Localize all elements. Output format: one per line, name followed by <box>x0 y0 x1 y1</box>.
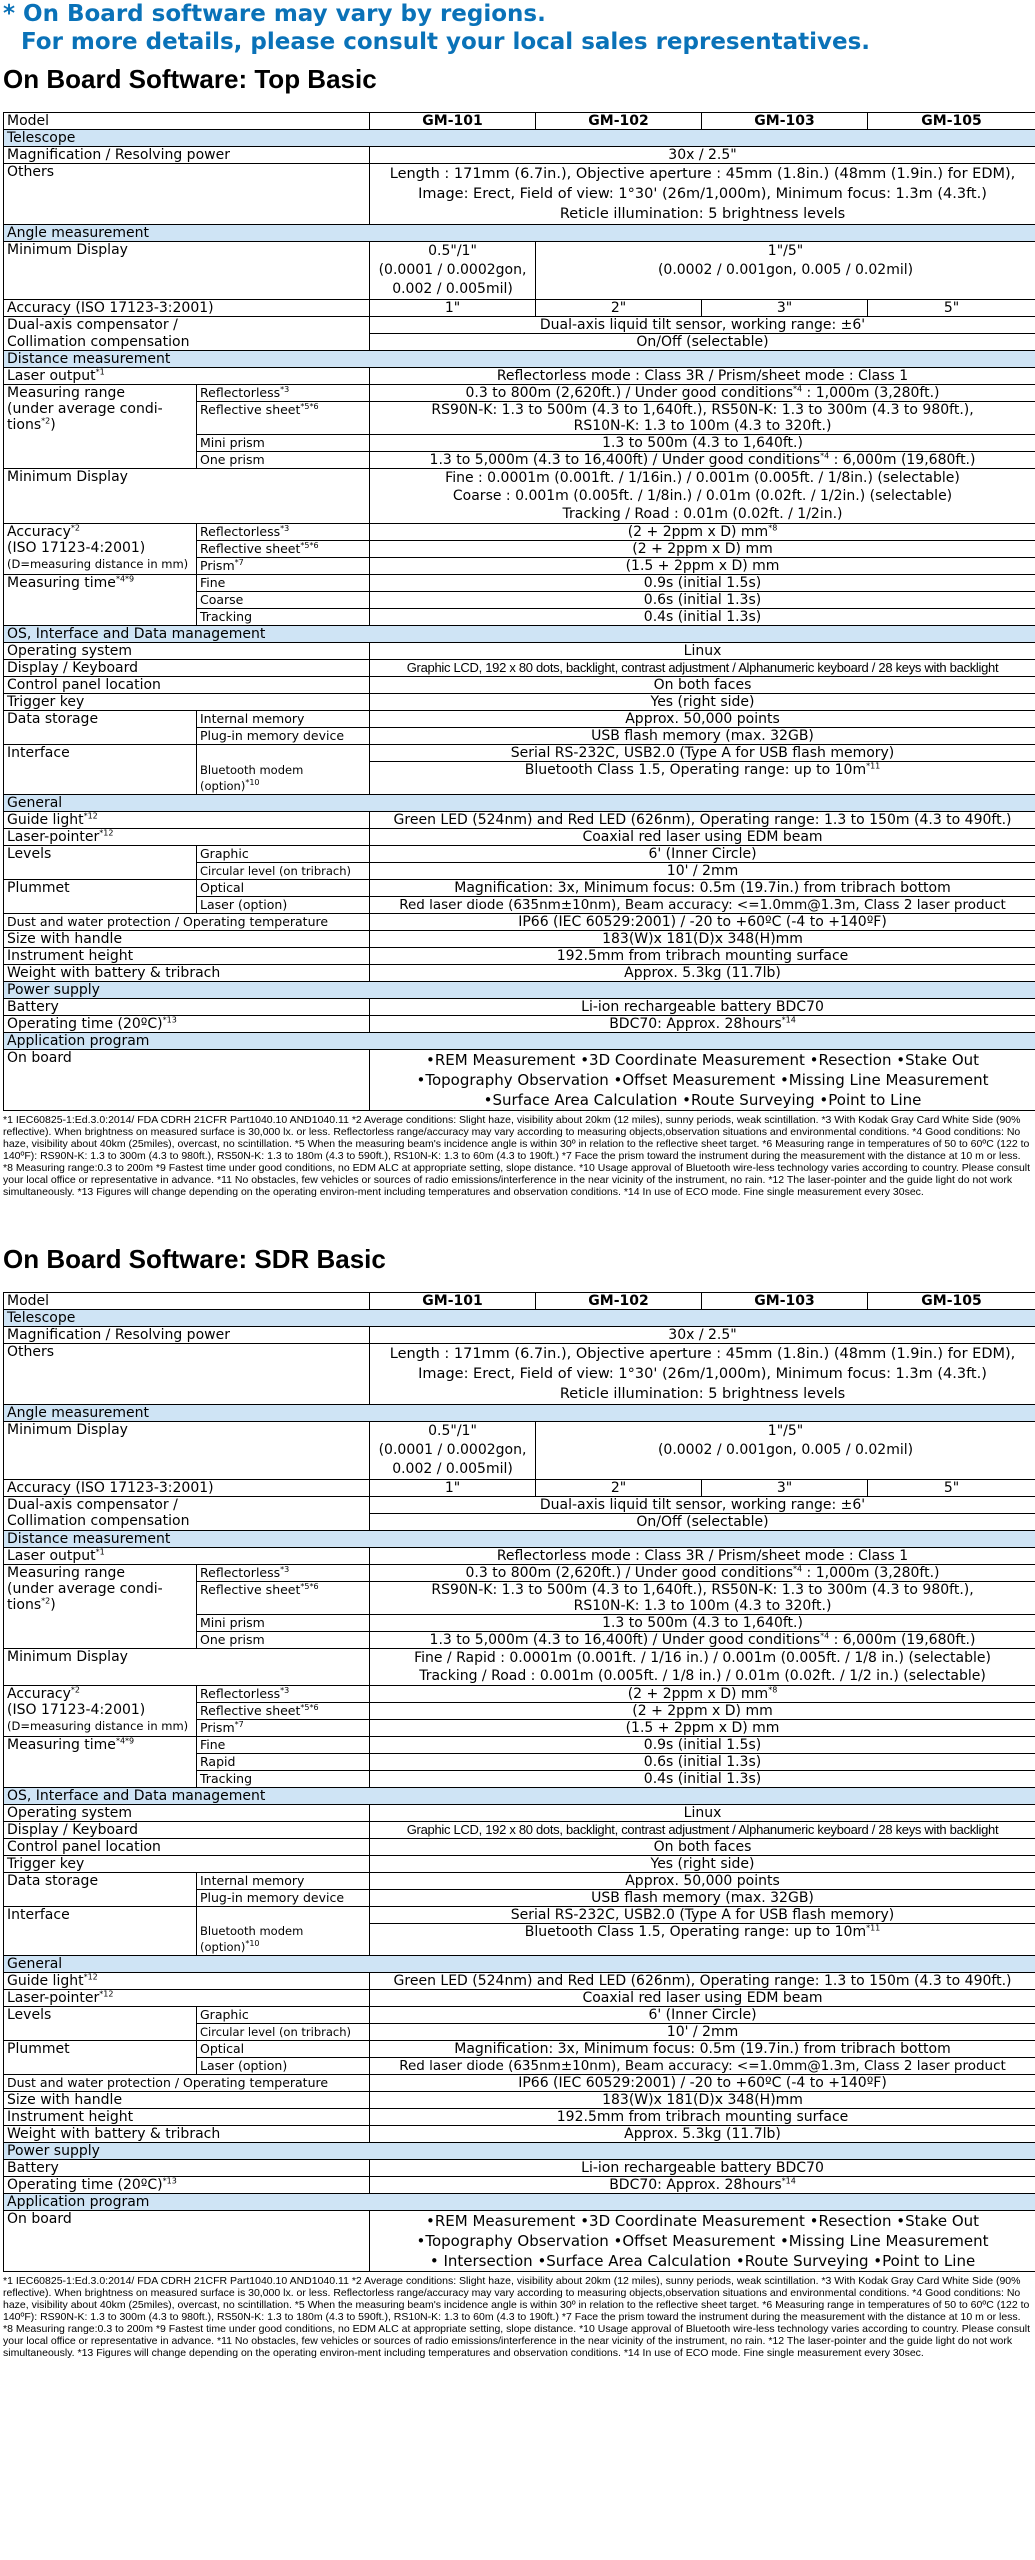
row-value: Dual-axis liquid tilt sensor, working range: ±6' <box>370 317 1035 334</box>
row-value: Green LED (524nm) and Red LED (626nm), Operating range: 1.3 to 150m (4.3 to 490ft.) <box>370 811 1035 828</box>
row-label: Measuring range (under average condi- tions$^{*2}$) <box>4 385 197 469</box>
row-label: Magnification / Resolving power <box>4 147 370 164</box>
category-power: Power supply <box>4 981 1035 998</box>
header-notice <box>0 0 1035 62</box>
sub-label: Fine <box>197 1736 370 1753</box>
min-display-dist-line: Tracking / Road : 0.001m (0.005ft. / 1/8 in.) / 0.01m (0.02ft. / 1/2 in.) (selectable) <box>419 1667 986 1684</box>
sub-label: Circular level (on tribrach) <box>197 2024 370 2041</box>
sub-label: Tracking <box>197 1770 370 1787</box>
sub-label: Graphic <box>197 2007 370 2024</box>
row-label: Collimation compensation <box>4 1513 370 1530</box>
row-value: Graphic LCD, 192 x 80 dots, backlight, contrast adjustment / Alphanumeric keyboard / 28 keys with backlight <box>370 660 1035 677</box>
onboard-line: •REM Measurement •3D Coordinate Measurement •Resection •Stake Out <box>425 1050 980 1069</box>
notice-line-1: * On Board software may vary by regions. <box>3 1 546 27</box>
row-label: Interface <box>4 745 197 795</box>
row-value: Serial RS-232C, USB2.0 (Type A for USB flash memory) <box>370 1906 1035 1923</box>
row-value: Bluetooth Class 1.5, Operating range: up to $10m^{*11}$ <box>370 762 1035 795</box>
row-value: Magnification: 3x, Minimum focus: 0.5m (19.7in.) from tribrach bottom <box>370 2041 1035 2058</box>
row-value: 5" <box>868 1479 1035 1496</box>
row-value: Linux <box>370 643 1035 660</box>
row-value: RS10N-K: 1.3 to 100m (4.3 to 320ft.) <box>370 1598 1035 1615</box>
row-value: Serial RS-232C, USB2.0 (Type A for USB flash memory) <box>370 745 1035 762</box>
model-name: GM-102 <box>536 113 702 130</box>
row-value: 192.5mm from tribrach mounting surface <box>370 2109 1035 2126</box>
sub-label: Coarse <box>197 592 370 609</box>
spec-table <box>3 112 1035 1111</box>
row-label: Plummet <box>4 2041 197 2075</box>
category-distance: Distance measurement <box>4 1530 1035 1547</box>
sub-label: Plug-in memory device <box>197 728 370 745</box>
row-value: 1.3 to 500m (4.3 to 1,640ft.) <box>370 435 1035 452</box>
category-angle: Angle measurement <box>4 1404 1035 1421</box>
model-name: GM-103 <box>702 1292 868 1309</box>
row-value: 0.4s (initial 1.3s) <box>370 1770 1035 1787</box>
min-display-dist-line: Fine : 0.0001m (0.001ft. / 1/16in.) / 0.001m (0.005ft. / 1/8in.) (selectable) <box>445 470 960 486</box>
row-label: Data storage <box>4 711 197 745</box>
model-name: GM-105 <box>868 113 1035 130</box>
spec-table <box>3 1292 1035 2273</box>
row-value: 0.5"/1" (0.0001 / 0.0002gon, 0.002 / 0.005mil) <box>370 242 536 300</box>
row-value: 0.6s (initial 1.3s) <box>370 1753 1035 1770</box>
row-value: 10' / 2mm <box>370 2024 1035 2041</box>
row-label: Display / Keyboard <box>4 1821 370 1838</box>
row-label: Instrument height <box>4 2109 370 2126</box>
sub-label: Reflectorless$^{*3}$ <box>197 1564 370 1581</box>
category-os: OS, Interface and Data management <box>4 626 1035 643</box>
sub-label: Mini prism <box>197 1614 370 1631</box>
row-value: Dual-axis liquid tilt sensor, working range: ±6' <box>370 1496 1035 1513</box>
row-label: Trigger key <box>4 694 370 711</box>
sub-label: Reflective sheet$^{*5*6}$ <box>197 1702 370 1719</box>
row-value: Reflectorless mode : Class 3R / Prism/sheet mode : Class 1 <box>370 368 1035 385</box>
row-value: 1.3 to 5,000m (4.3 to 16,400ft) / Under good conditions$^{*4}$ : 6,000m (19,680ft.) <box>370 452 1035 469</box>
category-telescope: Telescope <box>4 1309 1035 1326</box>
row-label: Dust and water protection / Operating temperature <box>4 913 370 930</box>
row-value: 0.3 to 800m (2,620ft.) / Under good conditions$^{*4}$ : 1,000m (3,280ft.) <box>370 1564 1035 1581</box>
row-value: Coaxial red laser using EDM beam <box>370 1990 1035 2007</box>
row-value: 0.9s (initial 1.5s) <box>370 575 1035 592</box>
row-value: Graphic LCD, 192 x 80 dots, backlight, contrast adjustment / Alphanumeric keyboard / 28 keys with backlight <box>370 1821 1035 1838</box>
row-label: Size with handle <box>4 930 370 947</box>
sub-label: Fine <box>197 575 370 592</box>
row-value: 3" <box>702 1479 868 1496</box>
row-value: IP66 (IEC 60529:2001) / -20 to +60ºC (-4 to +140ºF) <box>370 2075 1035 2092</box>
row-value: (2 + 2ppm x D) mm <box>370 541 1035 558</box>
onboard-line: •Topography Observation •Offset Measurement •Missing Line Measurement <box>416 1070 989 1089</box>
row-label: Operating system <box>4 1804 370 1821</box>
category-angle: Angle measurement <box>4 225 1035 242</box>
category-general: General <box>4 794 1035 811</box>
category-power: Power supply <box>4 2143 1035 2160</box>
category-application: Application program <box>4 2194 1035 2211</box>
row-label: Accuracy (ISO 17123-3:2001) <box>4 1479 370 1496</box>
sub-label: Reflectorless$^{*3}$ <box>197 385 370 402</box>
model-label: Model <box>4 1292 370 1309</box>
model-name: GM-102 <box>536 1292 702 1309</box>
row-value: Approx. 50,000 points <box>370 1872 1035 1889</box>
row-label: Measuring time$^{*4*9}$ <box>4 575 197 626</box>
footnotes: *1 IEC60825-1:Ed.3.0:2014/ FDA CDRH 21CFR Part1040.10 AND1040.11 *2 Average conditions: Slight haze, visibility about 20km (12 miles), sunny periods, weak scintillation. *3 With Kodak Gray Card White Side (90% reflective). When brightness on measured surface is 30,000 lx. or less. Reflectorless range/accuracy may vary according to measuring objects,observation situations and environmental conditions. *4 Good conditions: No haze, visibility about 40km (25miles), overcast, no scintillation. *5 When the measuring beam's incidence angle is within 30º in relation to the reflective sheet target. *6 Measuring range in temperatures of 50 to 60ºC (122 to 140ºF): RS90N-K: 1.3 to 300m (4.3 to 980ft.), RS50N-K: 1.3 to 180m (4.3 to 590ft.), RS10N-K: 1.3 to 60m (4.3 to 190ft.) *7 Face the prism toward the instrument during the measurement with the distance at 10 m or less. *8 Measuring range:0.3 to 200m *9 Fastest time under good conditions, no EDM ALC at appropriate setting, slope distance. *10 Usage approval of Bluetooth wire-less technology varies according to country. Please consult your local office or representative in advance. *11 No obstacles, few vehicles or sources of radio emissions/interference in the near vicinity of the instrument, no rain. *12 The laser-pointer and the guide light do not work simultaneously. *13 Figures will change depending on the operating environ-ment including temperatures and observation conditions. *14 In use of ECO mode. Fine single measurement every 30sec. <box>3 1113 1031 1198</box>
row-value: BDC70: Approx. 28hours$^{*14}$ <box>370 1015 1035 1032</box>
row-label: Laser-pointer$^{*12}$ <box>4 1990 370 2007</box>
category-telescope: Telescope <box>4 130 1035 147</box>
row-value: USB flash memory (max. 32GB) <box>370 728 1035 745</box>
row-label: Operating time (20ºC)$^{*13}$ <box>4 2177 370 2194</box>
onboard-line: •REM Measurement •3D Coordinate Measurement •Resection •Stake Out <box>425 2212 980 2230</box>
row-value: (1.5 + 2ppm x D) mm <box>370 558 1035 575</box>
row-label: Weight with battery & tribrach <box>4 2126 370 2143</box>
spec-section <box>0 62 1035 1198</box>
row-label: Accuracy (ISO 17123-3:2001) <box>4 300 370 317</box>
spec-section <box>0 1242 1035 2360</box>
sub-label: Tracking <box>197 609 370 626</box>
row-value <box>370 1049 1035 1110</box>
row-value: BDC70: Approx. 28hours$^{*14}$ <box>370 2177 1035 2194</box>
row-value: Yes (right side) <box>370 1855 1035 1872</box>
row-value: Approx. 50,000 points <box>370 711 1035 728</box>
row-label: Minimum Display <box>4 242 370 300</box>
row-label: Collimation compensation <box>4 334 370 351</box>
row-value: 3" <box>702 300 868 317</box>
row-label: Minimum Display <box>4 469 370 524</box>
row-value: 0.3 to 800m (2,620ft.) / Under good conditions$^{*4}$ : 1,000m (3,280ft.) <box>370 385 1035 402</box>
sub-label: Prism$^{*7}$ <box>197 558 370 575</box>
section-title: On Board Software: SDR Basic <box>3 1243 386 1274</box>
row-value <box>370 1648 1035 1685</box>
row-label: Magnification / Resolving power <box>4 1326 370 1343</box>
sub-label: Internal memory <box>197 711 370 728</box>
sub-label: Prism$^{*7}$ <box>197 1719 370 1736</box>
row-label: Interface <box>4 1906 197 1956</box>
min-display-dist-line: Fine / Rapid : 0.0001m (0.001ft. / 1/16 in.) / 0.001m (0.005ft. / 1/8 in.) (selectable) <box>414 1649 991 1666</box>
row-label: Levels <box>4 2007 197 2041</box>
row-value: 5" <box>868 300 1035 317</box>
row-label: Plummet <box>4 879 197 913</box>
row-value: 2" <box>536 1479 702 1496</box>
row-value: (2 + 2ppm x D) mm <box>370 1702 1035 1719</box>
sub-label: One prism <box>197 1631 370 1648</box>
sub-label: Laser (option) <box>197 896 370 913</box>
sub-label: Internal memory <box>197 1872 370 1889</box>
row-value <box>370 2211 1035 2272</box>
sub-label: Reflectorless$^{*3}$ <box>197 1685 370 1702</box>
row-value: RS90N-K: 1.3 to 500m (4.3 to 1,640ft.), RS50N-K: 1.3 to 300m (4.3 to 980ft.), <box>370 402 1035 419</box>
sub-label: Plug-in memory device <box>197 1889 370 1906</box>
row-label: Display / Keyboard <box>4 660 370 677</box>
row-value: 30x / 2.5" <box>370 1326 1035 1343</box>
row-label: Laser-pointer$^{*12}$ <box>4 828 370 845</box>
row-value: Bluetooth Class 1.5, Operating range: up to $10m^{*11}$ <box>370 1923 1035 1956</box>
row-value: 183(W)x 181(D)x 348(H)mm <box>370 930 1035 947</box>
row-value: Li-ion rechargeable battery BDC70 <box>370 2160 1035 2177</box>
row-label: Guide light$^{*12}$ <box>4 811 370 828</box>
onboard-line: • Intersection •Surface Area Calculation •Route Surveying •Point to Line <box>429 2252 976 2270</box>
row-label: Measuring time$^{*4*9}$ <box>4 1736 197 1787</box>
row-value: Red laser diode (635nm±10nm), Beam accuracy: <=1.0mm@1.3m, Class 2 laser product <box>370 896 1035 913</box>
row-value: 0.6s (initial 1.3s) <box>370 592 1035 609</box>
row-value: USB flash memory (max. 32GB) <box>370 1889 1035 1906</box>
row-label: Others <box>4 1343 370 1404</box>
row-label: Control panel location <box>4 1838 370 1855</box>
row-label: Guide light$^{*12}$ <box>4 1973 370 1990</box>
min-display-dist-line: Tracking / Road : 0.01m (0.02ft. / 1/2in.) <box>562 506 843 522</box>
sub-label: Reflective sheet$^{*5*6}$ <box>197 1581 370 1614</box>
row-value: On/Off (selectable) <box>370 334 1035 351</box>
row-value: 2" <box>536 300 702 317</box>
row-label: Levels <box>4 845 197 879</box>
row-value: RS10N-K: 1.3 to 100m (4.3 to 320ft.) <box>370 418 1035 435</box>
row-value: 192.5mm from tribrach mounting surface <box>370 947 1035 964</box>
row-value: (1.5 + 2ppm x D) mm <box>370 1719 1035 1736</box>
footnotes: *1 IEC60825-1:Ed.3.0:2014/ FDA CDRH 21CFR Part1040.10 AND1040.11 *2 Average conditions: Slight haze, visibility about 20km (12 miles), sunny periods, weak scintillation. *3 With Kodak Gray Card White Side (90% reflective). When brightness on measured surface is 30,000 lx. or less. Reflectorless range/accuracy may vary according to measuring objects,observation situations and environmental conditions. *4 Good conditions: No haze, visibility about 40km (25miles), overcast, no scintillation. *5 When the measuring beam's incidence angle is within 30º in relation to the reflective sheet target. *6 Measuring range in temperatures of 50 to 60ºC (122 to 140ºF): RS90N-K: 1.3 to 300m (4.3 to 980ft.), RS50N-K: 1.3 to 180m (4.3 to 590ft.), RS10N-K: 1.3 to 60m (4.3 to 190ft.) *7 Face the prism toward the instrument during the measurement with the distance at 10 m or less. *8 Measuring range:0.3 to 200m *9 Fastest time under good conditions, no EDM ALC at appropriate setting, slope distance. *10 Usage approval of Bluetooth wire-less technology varies according to country. Please consult your local office or representative in advance. *11 No obstacles, few vehicles or sources of radio emissions/interference in the near vicinity of the instrument, no rain. *12 The laser-pointer and the guide light do not work simultaneously. *13 Figures will change depending on the operating environ-ment including temperatures and observation conditions. *14 In use of ECO mode. Fine single measurement every 30sec. <box>3 2275 1031 2359</box>
sub-label: Reflectorless$^{*3}$ <box>197 524 370 541</box>
sub-label: Optical <box>197 2041 370 2058</box>
sub-label: One prism <box>197 452 370 469</box>
row-value: (2 + 2ppm x D) $mm^{*8}$ <box>370 1685 1035 1702</box>
category-os: OS, Interface and Data management <box>4 1787 1035 1804</box>
row-value: 10' / 2mm <box>370 862 1035 879</box>
model-label: Model <box>4 113 370 130</box>
row-value <box>370 469 1035 524</box>
row-label: On board <box>4 2211 370 2272</box>
row-value: Green LED (524nm) and Red LED (626nm), Operating range: 1.3 to 150m (4.3 to 490ft.) <box>370 1973 1035 1990</box>
row-value: 6' (Inner Circle) <box>370 2007 1035 2024</box>
row-label: Accuracy$^{*2}$ (ISO 17123-4:2001) (D=measuring distance in mm) <box>4 524 197 575</box>
row-value: On both faces <box>370 677 1035 694</box>
section-title: On Board Software: Top Basic <box>3 64 377 94</box>
row-label: Dual-axis compensator / <box>4 317 370 334</box>
row-value: 1.3 to 5,000m (4.3 to 16,400ft) / Under good conditions$^{*4}$ : 6,000m (19,680ft.) <box>370 1631 1035 1648</box>
row-value: 1" <box>370 300 536 317</box>
sub-label: Laser (option) <box>197 2058 370 2075</box>
row-value: RS90N-K: 1.3 to 500m (4.3 to 1,640ft.), RS50N-K: 1.3 to 300m (4.3 to 980ft.), <box>370 1581 1035 1598</box>
row-value: Linux <box>370 1804 1035 1821</box>
row-value: 1.3 to 500m (4.3 to 1,640ft.) <box>370 1614 1035 1631</box>
category-distance: Distance measurement <box>4 351 1035 368</box>
category-application: Application program <box>4 1032 1035 1049</box>
row-label: Measuring range (under average condi- tions$^{*2}$) <box>4 1564 197 1648</box>
row-label: Minimum Display <box>4 1648 370 1685</box>
sub-label: Optical <box>197 879 370 896</box>
row-value: 1"/5" (0.0002 / 0.001gon, 0.005 / 0.02mil) <box>536 1421 1035 1479</box>
row-value: Li-ion rechargeable battery BDC70 <box>370 998 1035 1015</box>
onboard-line: •Topography Observation •Offset Measurement •Missing Line Measurement <box>416 2232 989 2250</box>
sub-label: Reflective sheet$^{*5*6}$ <box>197 402 370 435</box>
sub-label: Graphic <box>197 845 370 862</box>
row-value: Length : 171mm (6.7in.), Objective aperture : 45mm (1.8in.) (48mm (1.9in.) for EDM), Image: Erect, Field of view: 1°30' (26m/1,000m), Minimum focus: 1.3m (4.3ft.) Reticle illumination: 5 brightness levels <box>370 164 1035 225</box>
row-value: 0.9s (initial 1.5s) <box>370 1736 1035 1753</box>
row-value: 30x / 2.5" <box>370 147 1035 164</box>
row-label: Instrument height <box>4 947 370 964</box>
model-name: GM-101 <box>370 1292 536 1309</box>
row-value: 1"/5" (0.0002 / 0.001gon, 0.005 / 0.02mil) <box>536 242 1035 300</box>
onboard-line: •Surface Area Calculation •Route Surveying •Point to Line <box>483 1090 922 1109</box>
row-label: Operating time (20ºC)$^{*13}$ <box>4 1015 370 1032</box>
sub-label: Reflective sheet$^{*5*6}$ <box>197 541 370 558</box>
category-general: General <box>4 1956 1035 1973</box>
sub-label: Bluetooth modem (option)$^{*10}$ <box>197 1923 370 1956</box>
row-value: Red laser diode (635nm±10nm), Beam accuracy: <=1.0mm@1.3m, Class 2 laser product <box>370 2058 1035 2075</box>
row-label: Operating system <box>4 643 370 660</box>
row-label: Minimum Display <box>4 1421 370 1479</box>
row-value: 6' (Inner Circle) <box>370 845 1035 862</box>
sub-label: Circular level (on tribrach) <box>197 862 370 879</box>
row-label: Laser output$^{*1}$ <box>4 1547 370 1564</box>
row-value: Approx. 5.3kg (11.7lb) <box>370 964 1035 981</box>
model-name: GM-105 <box>868 1292 1035 1309</box>
model-name: GM-103 <box>702 113 868 130</box>
row-label: Data storage <box>4 1872 197 1906</box>
row-value: 0.5"/1" (0.0001 / 0.0002gon, 0.002 / 0.005mil) <box>370 1421 536 1479</box>
row-value: Yes (right side) <box>370 694 1035 711</box>
model-name: GM-101 <box>370 113 536 130</box>
sub-label: Bluetooth modem (option)$^{*10}$ <box>197 762 370 795</box>
row-value: 183(W)x 181(D)x 348(H)mm <box>370 2092 1035 2109</box>
row-value: IP66 (IEC 60529:2001) / -20 to +60ºC (-4 to +140ºF) <box>370 913 1035 930</box>
row-label: Dust and water protection / Operating temperature <box>4 2075 370 2092</box>
row-value: On/Off (selectable) <box>370 1513 1035 1530</box>
row-value: Approx. 5.3kg (11.7lb) <box>370 2126 1035 2143</box>
row-label: Battery <box>4 2160 370 2177</box>
row-value: Coaxial red laser using EDM beam <box>370 828 1035 845</box>
row-label: Battery <box>4 998 370 1015</box>
row-label: On board <box>4 1049 370 1110</box>
row-label: Control panel location <box>4 677 370 694</box>
row-label: Size with handle <box>4 2092 370 2109</box>
row-value: 0.4s (initial 1.3s) <box>370 609 1035 626</box>
row-label: Trigger key <box>4 1855 370 1872</box>
row-value: Reflectorless mode : Class 3R / Prism/sheet mode : Class 1 <box>370 1547 1035 1564</box>
row-value: 1" <box>370 1479 536 1496</box>
row-label: Dual-axis compensator / <box>4 1496 370 1513</box>
row-value: On both faces <box>370 1838 1035 1855</box>
row-value: Length : 171mm (6.7in.), Objective aperture : 45mm (1.8in.) (48mm (1.9in.) for EDM), Image: Erect, Field of view: 1°30' (26m/1,000m), Minimum focus: 1.3m (4.3ft.) Reticle illumination: 5 brightness levels <box>370 1343 1035 1404</box>
notice-line-2: For more details, please consult your local sales representatives. <box>21 29 871 55</box>
row-label: Others <box>4 164 370 225</box>
min-display-dist-line: Coarse : 0.001m (0.005ft. / 1/8in.) / 0.01m (0.02ft. / 1/2in.) (selectable) <box>452 488 953 504</box>
row-label: Accuracy$^{*2}$ (ISO 17123-4:2001) (D=measuring distance in mm) <box>4 1685 197 1736</box>
row-label: Laser output$^{*1}$ <box>4 368 370 385</box>
row-value: Magnification: 3x, Minimum focus: 0.5m (19.7in.) from tribrach bottom <box>370 879 1035 896</box>
sub-label: Rapid <box>197 1753 370 1770</box>
row-label: Weight with battery & tribrach <box>4 964 370 981</box>
sub-label: Mini prism <box>197 435 370 452</box>
row-value: (2 + 2ppm x D) $mm^{*8}$ <box>370 524 1035 541</box>
